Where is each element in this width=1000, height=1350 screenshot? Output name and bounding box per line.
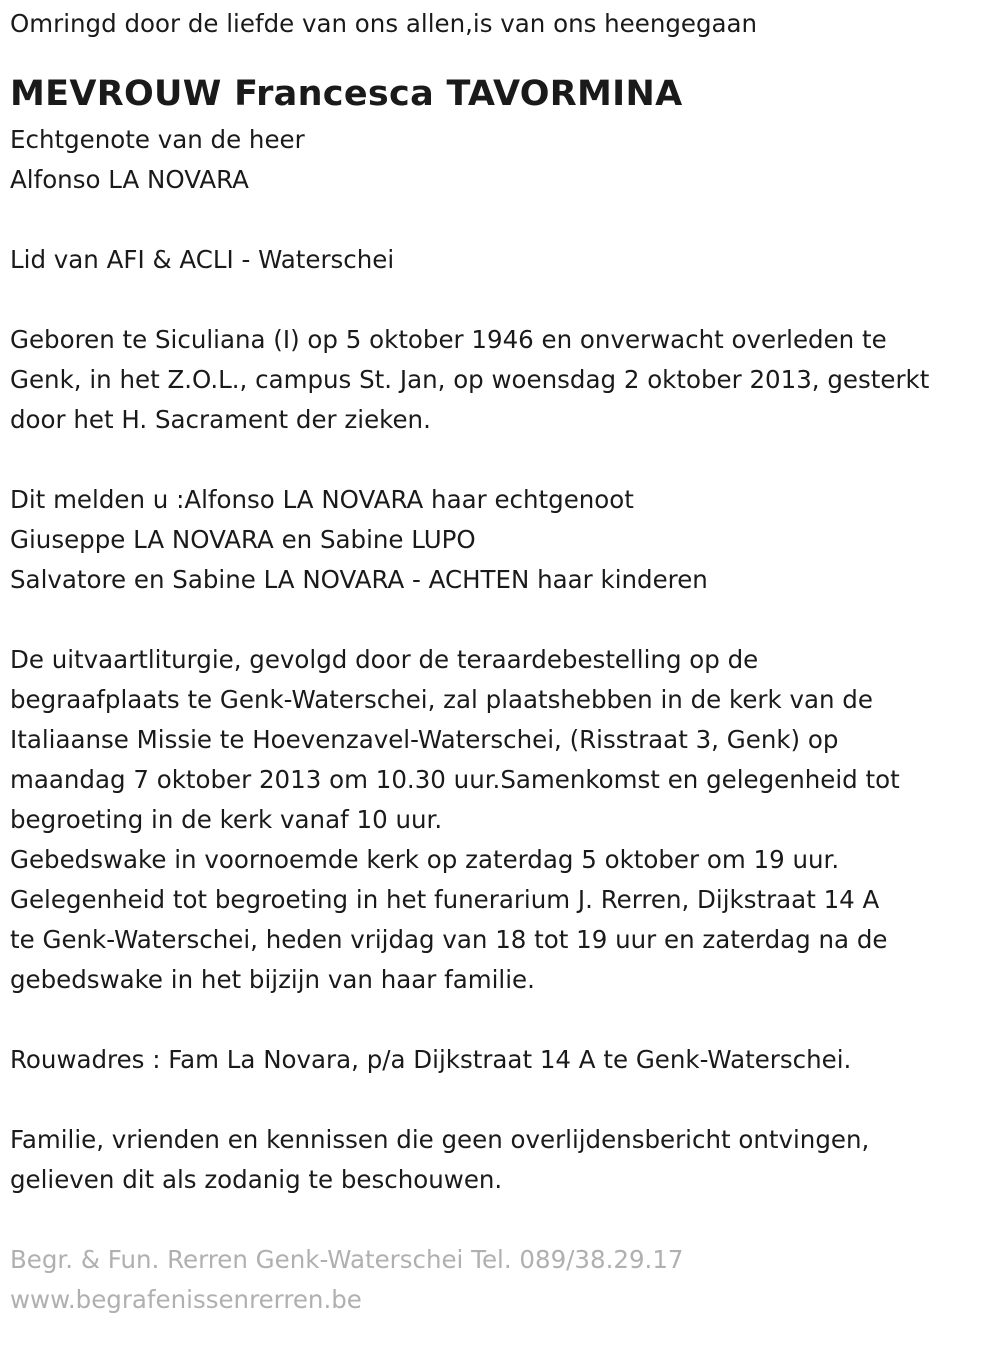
undertaker-contact: Begr. & Fun. Rerren Genk-Waterschei Tel. 089/38.29.17 bbox=[10, 1245, 684, 1274]
mourning-address: Rouwadres : Fam La Novara, p/a Dijkstraat 14 A te Genk-Waterschei. bbox=[10, 1045, 852, 1074]
closing-paragraph bbox=[10, 1120, 995, 1200]
membership-text: Lid van AFI & ACLI - Waterschei bbox=[10, 245, 395, 274]
spouse-line-1: Echtgenote van de heer bbox=[10, 125, 305, 154]
spouse-line-2: Alfonso LA NOVARA bbox=[10, 165, 249, 194]
funeral-line: Gebedswake in voornoemde kerk op zaterdag 5 oktober om 19 uur. bbox=[10, 845, 840, 874]
birth-death-line: Genk, in het Z.O.L., campus St. Jan, op woensdag 2 oktober 2013, gesterkt bbox=[10, 365, 930, 394]
undertaker-footer bbox=[10, 1240, 995, 1320]
funeral-line: maandag 7 oktober 2013 om 10.30 uur.Samenkomst en gelegenheid tot bbox=[10, 765, 900, 794]
funeral-line: De uitvaartliturgie, gevolgd door de teraardebestelling op de bbox=[10, 645, 759, 674]
announcer-line: Dit melden u :Alfonso LA NOVARA haar echtgenoot bbox=[10, 485, 634, 514]
funeral-line: gebedswake in het bijzijn van haar familie. bbox=[10, 965, 535, 994]
deceased-name: MEVROUW Francesca TAVORMINA bbox=[10, 74, 683, 114]
funeral-line: te Genk-Waterschei, heden vrijdag van 18 tot 19 uur en zaterdag na de bbox=[10, 925, 888, 954]
funeral-line: begraafplaats te Genk-Waterschei, zal plaatshebben in de kerk van de bbox=[10, 685, 873, 714]
funeral-line: begroeting in de kerk vanaf 10 uur. bbox=[10, 805, 443, 834]
undertaker-website: www.begrafenissenrerren.be bbox=[10, 1285, 362, 1314]
announcers-paragraph bbox=[10, 480, 995, 600]
announcer-line: Salvatore en Sabine LA NOVARA - ACHTEN haar kinderen bbox=[10, 565, 708, 594]
birth-death-line: door het H. Sacrament der zieken. bbox=[10, 405, 431, 434]
funeral-paragraph bbox=[10, 640, 995, 1000]
intro-text: Omringd door de liefde van ons allen,is van ons heengegaan bbox=[10, 9, 758, 38]
obituary-notice bbox=[10, 4, 995, 1320]
closing-line: gelieven dit als zodanig te beschouwen. bbox=[10, 1165, 503, 1194]
birth-death-paragraph bbox=[10, 320, 995, 440]
birth-death-line: Geboren te Siculiana (I) op 5 oktober 1946 en onverwacht overleden te bbox=[10, 325, 887, 354]
closing-line: Familie, vrienden en kennissen die geen overlijdensbericht ontvingen, bbox=[10, 1125, 870, 1154]
funeral-line: Italiaanse Missie te Hoevenzavel-Waterschei, (Risstraat 3, Genk) op bbox=[10, 725, 839, 754]
funeral-line: Gelegenheid tot begroeting in het funerarium J. Rerren, Dijkstraat 14 A bbox=[10, 885, 880, 914]
announcer-line: Giuseppe LA NOVARA en Sabine LUPO bbox=[10, 525, 476, 554]
